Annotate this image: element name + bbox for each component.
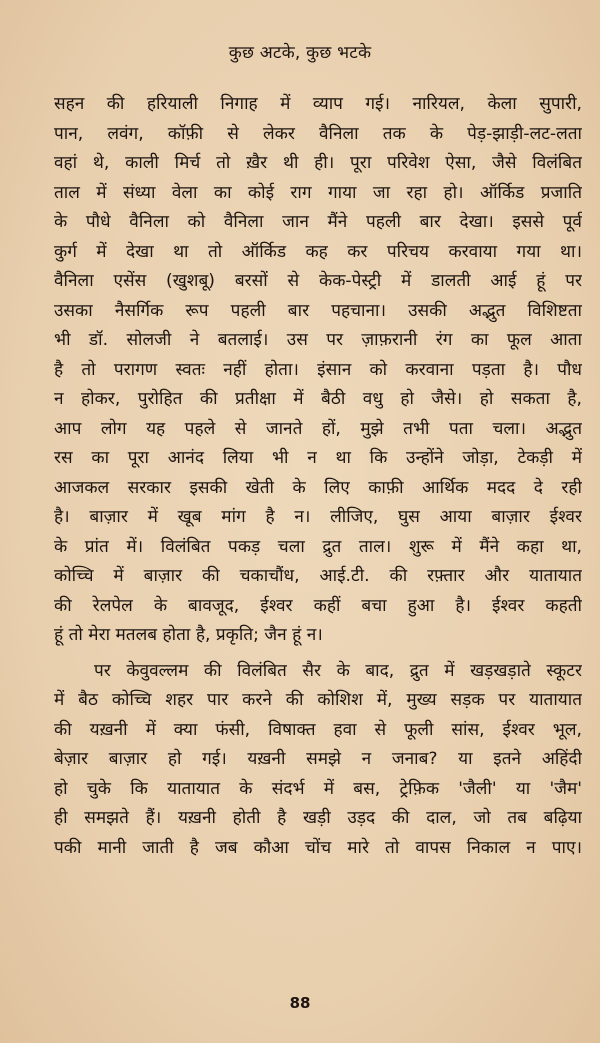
text-line: कोच्चि में बाज़ार की चकाचौंध, आई.टी. की रफ़्तार और यातायात <box>54 566 582 586</box>
text-line: आजकल सरकार इसकी खेती के लिए काफ़ी आर्थिक मदद दे रही <box>54 477 582 498</box>
text-line: के पौधे वैनिला को वैनिला जान मैंने पहली बार देखा। इससे पूर्व <box>54 212 582 232</box>
text-line: पान, लवंग, कॉफ़ी से लेकर वैनिला तक के पेड़-झाड़ी-लट-लता <box>54 123 582 144</box>
text-line: है। बाज़ार में खूब मांग है न। लीजिए, घुस आया बाज़ार ईश्वर <box>54 507 582 527</box>
text-line: वैनिला एसेंस (खुशबू) बरसों से केक-पेस्ट्री में डालती आई हूं पर <box>54 271 582 291</box>
text-line: सहन की हरियाली निगाह में व्याप गई। नारियल, केला सुपारी, <box>54 94 582 114</box>
text-line: ही समझते हैं। यख़नी होती है खड़ी उड़द की दाल, जो तब बढ़िया <box>54 808 582 828</box>
text-line: है तो परागण स्वतः नहीं होता। इंसान को करवाना पड़ता है। पौध <box>54 359 582 380</box>
page-number: 88 <box>289 994 311 1012</box>
text-line: ताल में संध्या वेला का कोई राग गाया जा रहा हो। ऑर्किड प्रजाति <box>54 182 582 203</box>
running-head: कुछ अटके, कुछ भटके <box>228 43 372 63</box>
text-line: कुर्ग में देखा था तो ऑर्किड कह कर परिचय करवाया गया था। <box>54 241 582 262</box>
text-line: की रेलपेल के बावजूद, ईश्वर कहीं बचा हुआ है। ईश्वर कहती <box>54 595 582 616</box>
text-line: रस का पूरा आनंद लिया भी न था कि उन्होंने जोड़ा, टेकड़ी में <box>54 448 582 468</box>
text-line: के प्रांत में। विलंबित पकड़ चला द्रुत ताल। शुरू में मैंने कहा था, <box>54 536 582 557</box>
text-line: हो चुके कि यातायात के संदर्भ में बस, ट्रेफ़िक 'जैली' या 'जैम' <box>54 778 582 799</box>
text-line: आप लोग यह पहले से जानते हों, मुझे तभी पता चला। अद्भुत <box>54 418 582 439</box>
paragraph-1 <box>54 90 582 651</box>
text-line: हूं तो मेरा मतलब होता है, प्रकृति; जैन हूं न। <box>54 625 323 645</box>
text-line: पर केवुवल्लम की विलंबित सैर के बाद, द्रुत में खड़खड़ाते स्कूटर <box>94 660 582 681</box>
paragraph-2 <box>54 657 582 864</box>
text-line: में बैठ कोच्चि शहर पार करने की कोशिश में, मुख्य सड़क पर यातायात <box>54 690 582 710</box>
text-line: उसका नैसर्गिक रूप पहली बार पहचाना। उसकी अद्भुत विशिष्टता <box>54 300 582 321</box>
body-text <box>54 90 582 863</box>
text-line: बेज़ार बाज़ार हो गई। यख़नी समझे न जनाब? या इतने अहिंदी <box>54 749 582 769</box>
text-line: वहां थे, काली मिर्च तो ख़ैर थी ही। पूरा परिवेश ऐसा, जैसे विलंबित <box>54 153 582 173</box>
text-line: भी डॉ. सोलजी ने बतलाई। उस पर ज़ाफ़रानी रंग का फूल आता <box>54 330 582 350</box>
text-line: पकी मानी जाती है जब कौआ चोंच मारे तो वापस निकाल न पाए। <box>54 837 582 858</box>
text-line: की यख़नी में क्या फंसी, विषाक्त हवा से फूली सांस, ईश्वर भूल, <box>54 719 582 740</box>
text-line: न होकर, पुरोहित की प्रतीक्षा में बैठी वधु हो जैसे। हो सकता है, <box>54 389 582 409</box>
